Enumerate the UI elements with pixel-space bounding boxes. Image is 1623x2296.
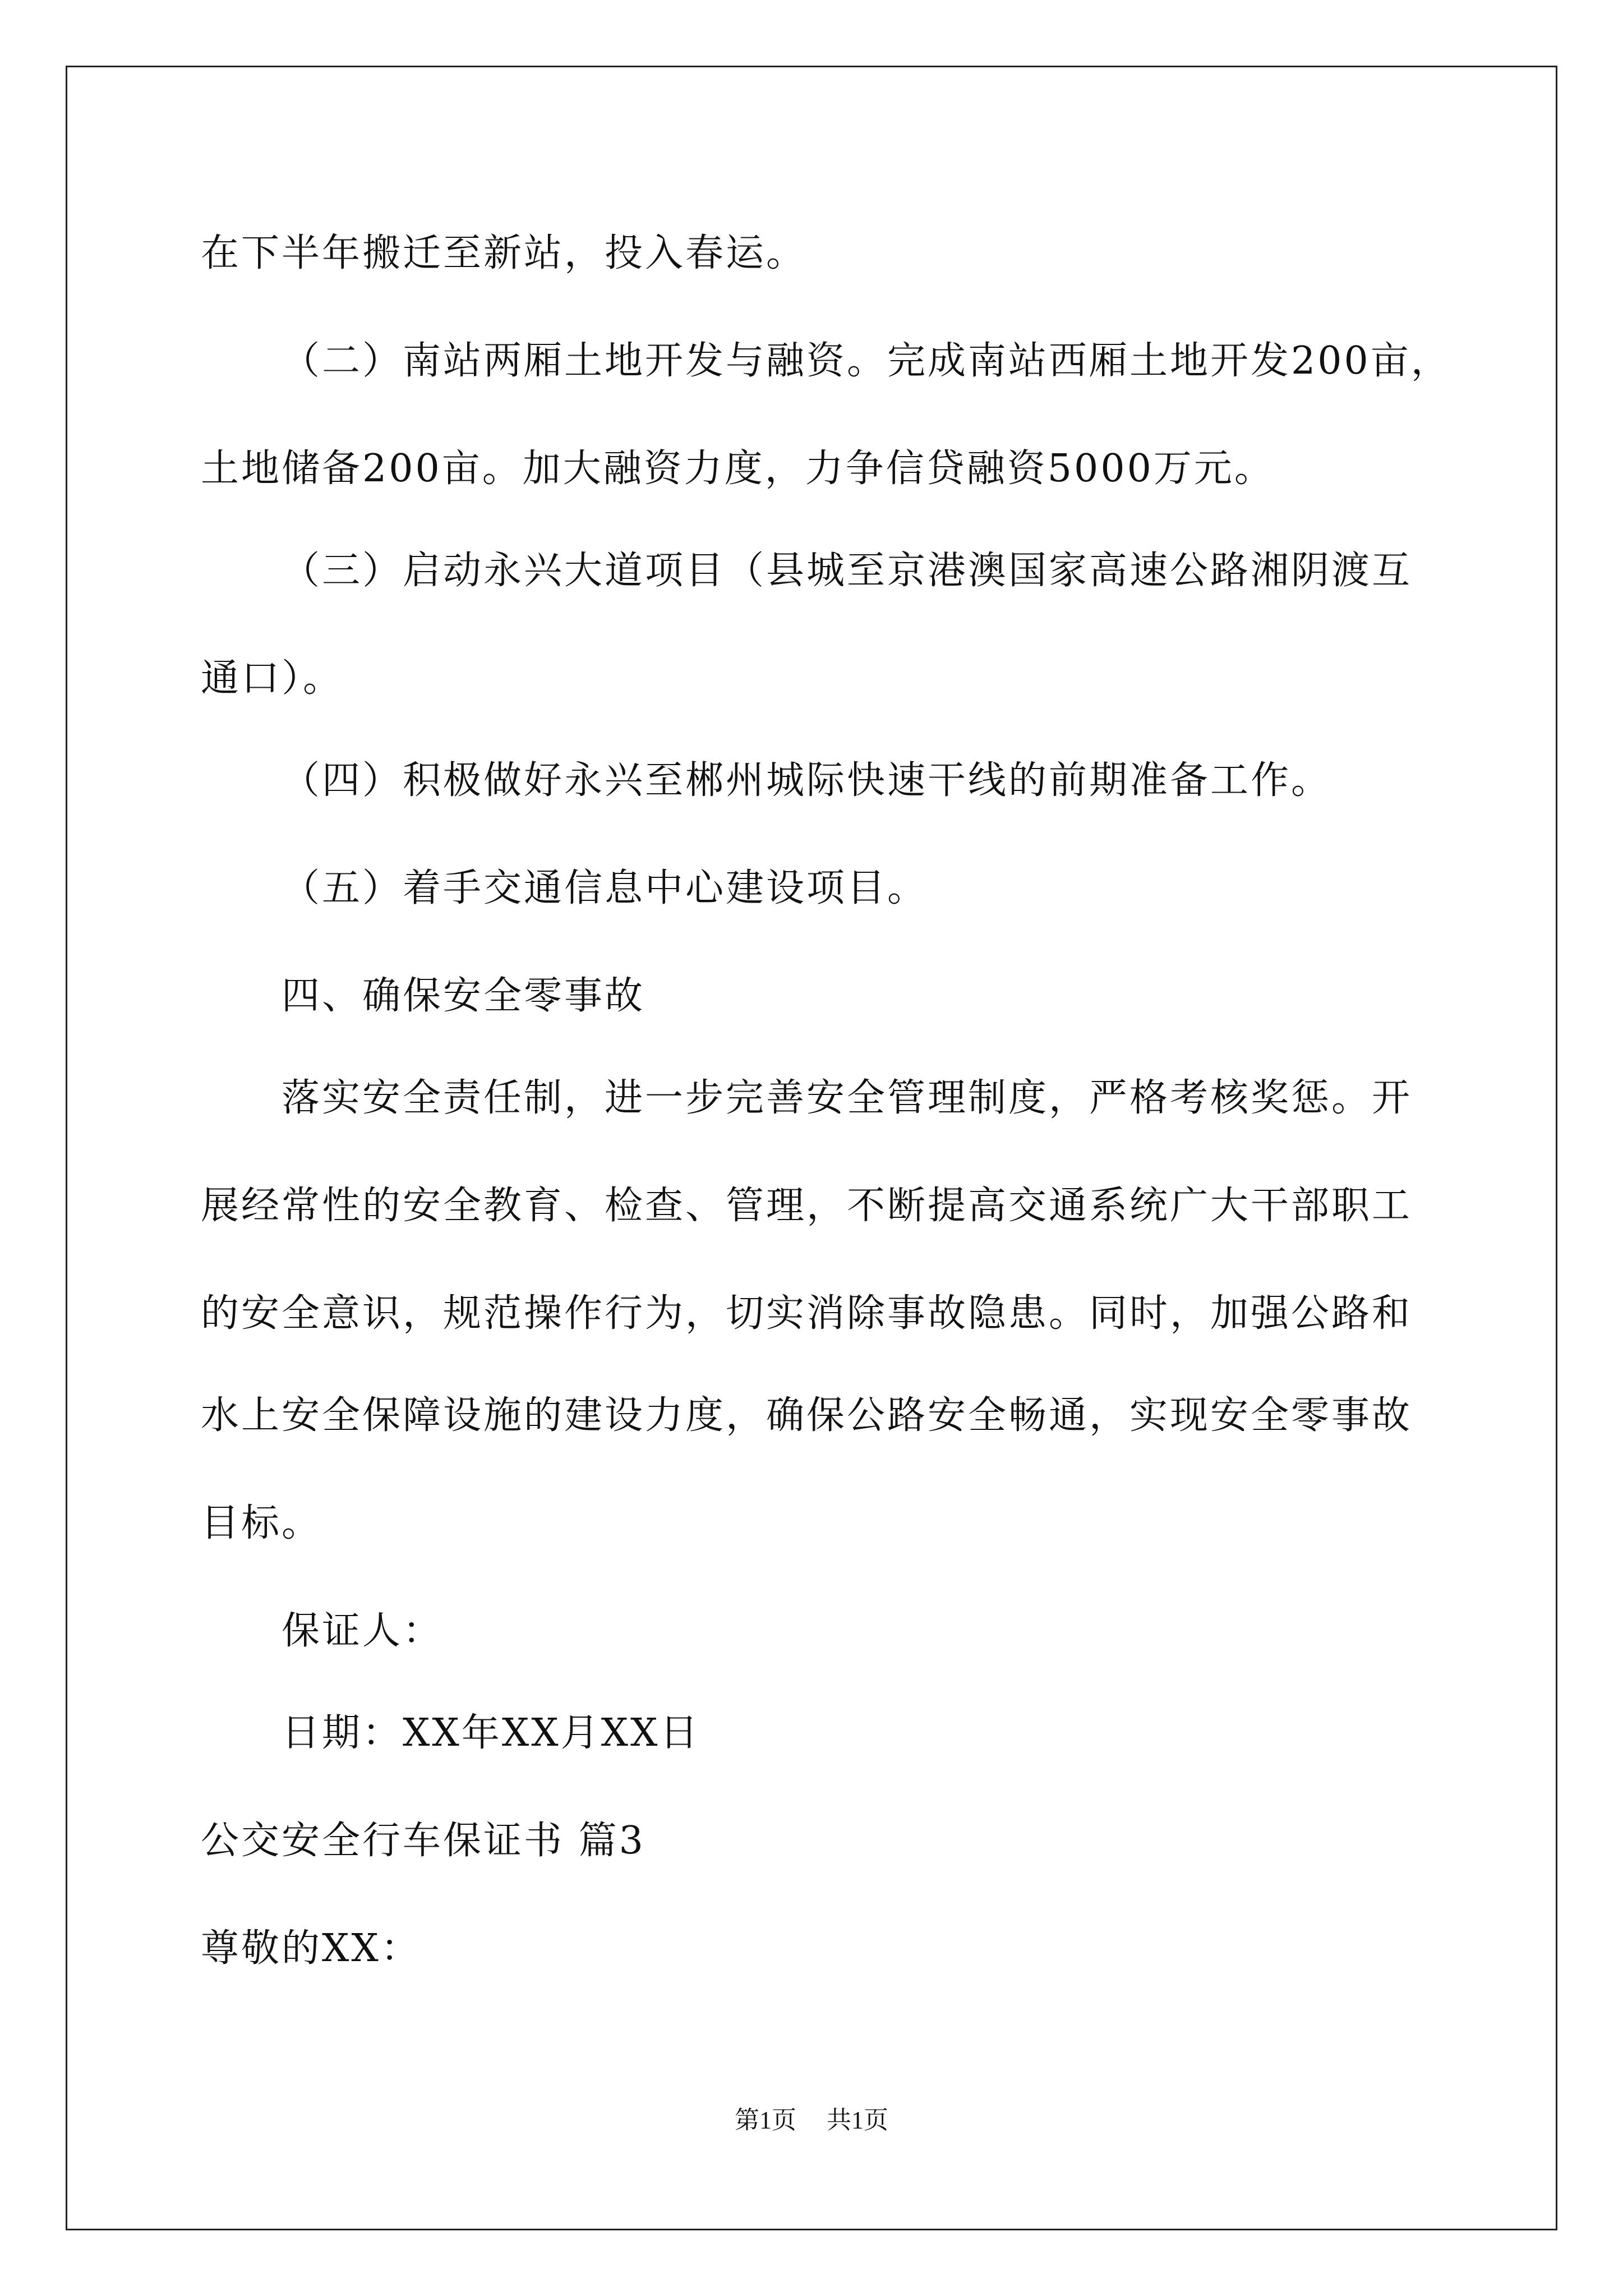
- text-line: 落实安全责任制，进一步完善安全管理制度，严格考核奖惩。开: [282, 1076, 1413, 1120]
- text-line: （五）着手交通信息中心建设项目。: [282, 866, 928, 910]
- page-footer: [0, 2105, 1623, 2136]
- text-line: （四）积极做好永兴至郴州城际快速干线的前期准备工作。: [282, 758, 1332, 803]
- document-title: 公交安全行车保证书 篇3: [201, 1819, 645, 1863]
- text-line: 的安全意识，规范操作行为，切实消除事故隐患。同时，加强公路和: [201, 1291, 1413, 1336]
- text-line: 展经常性的安全教育、检查、管理，不断提高交通系统广大干部职工: [201, 1184, 1413, 1228]
- text-line: 通口）。: [201, 656, 344, 701]
- page-border: [66, 66, 1557, 2230]
- text-line: 水上安全保障设施的建设力度，确保公路安全畅通，实现安全零事故: [201, 1393, 1413, 1438]
- section-heading: 四、确保安全零事故: [282, 974, 645, 1018]
- page-number: 第1页: [735, 2106, 796, 2134]
- text-line: （二）南站两厢土地开发与融资。完成南站西厢土地开发200亩，: [282, 339, 1451, 383]
- date-line: 日期：XX年XX月XX日: [282, 1711, 700, 1755]
- salutation: 尊敬的XX：: [201, 1926, 421, 1971]
- text-line: （三）启动永兴大道项目（县城至京港澳国家高速公路湘阴渡互: [282, 549, 1413, 593]
- text-line: 在下半年搬迁至新站，投入春运。: [201, 231, 807, 275]
- text-line: 目标。: [201, 1501, 322, 1545]
- page-total: 共1页: [827, 2106, 888, 2134]
- text-line: 土地储备200亩。加大融资力度，力争信贷融资5000万元。: [201, 447, 1275, 491]
- guarantor-label: 保证人：: [282, 1609, 444, 1653]
